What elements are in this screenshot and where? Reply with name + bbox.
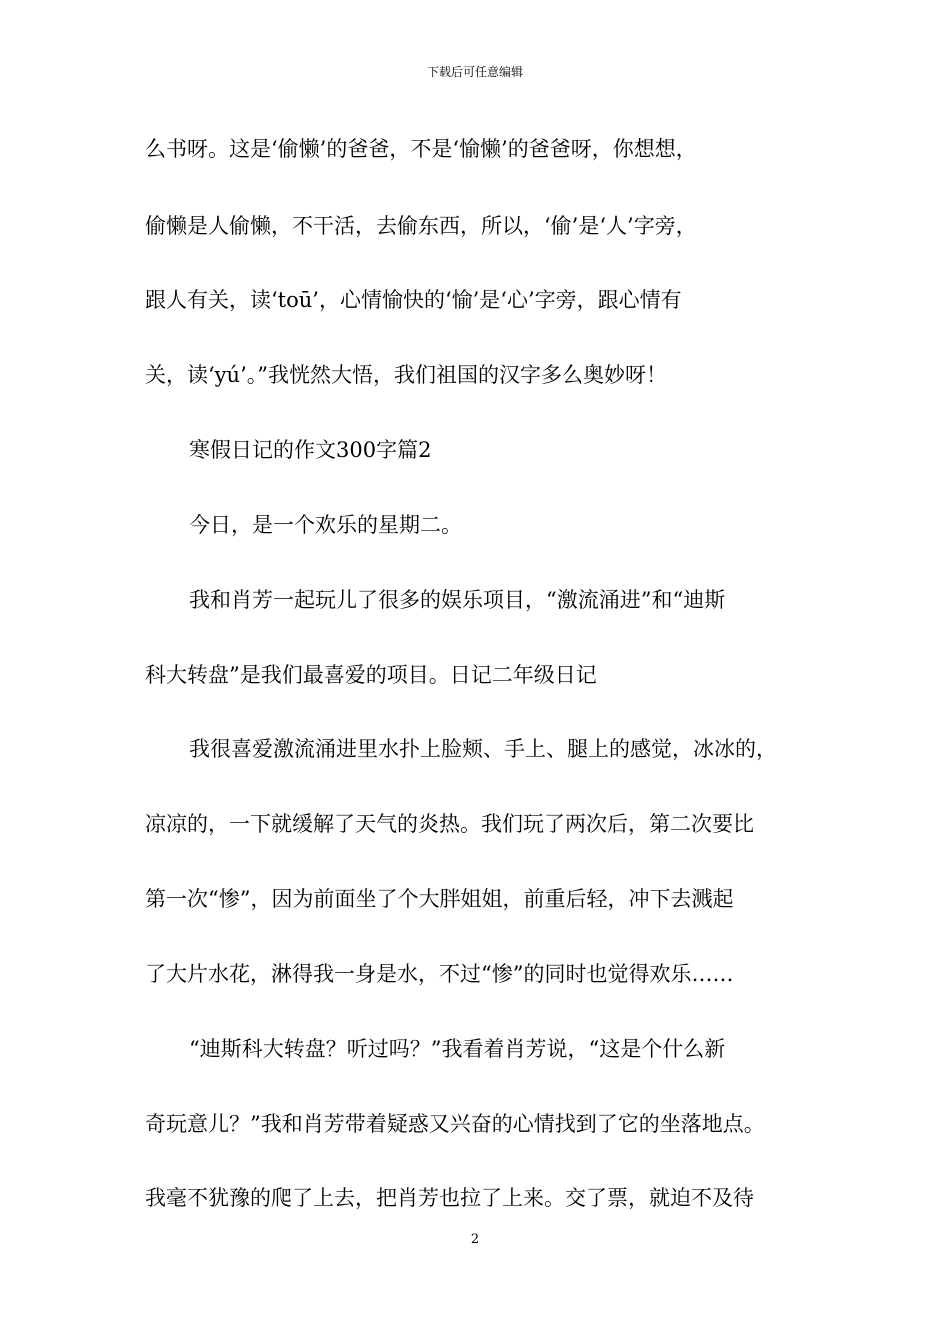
body-line: 了大片水花，淋得我一身是水，不过“惨”的同时也觉得欢乐……	[145, 962, 734, 986]
page-header: 下载后可任意编辑	[426, 65, 523, 79]
body-line: “迪斯科大转盘？听过吗？”我看着肖芳说，“这是个什么新	[189, 1037, 726, 1061]
body-line: 偷懒是人偷懒，不干活，去偷东西，所以，‘偷’是‘人’字旁，	[145, 214, 697, 238]
section-heading: 寒假日记的作文300字篇2	[189, 438, 432, 462]
body-line: 关，读‘yú’。”我恍然大悟，我们祖国的汉字多么奥妙呀！	[145, 363, 667, 387]
body-line: 今日，是一个欢乐的星期二。	[189, 513, 462, 537]
body-line: 凉凉的，一下就缓解了天气的炎热。我们玩了两次后，第二次要比	[145, 812, 754, 836]
page-number: 2	[470, 1232, 480, 1247]
body-line: 我毫不犹豫的爬了上去，把肖芳也拉了上来。交了票，就迫不及待	[145, 1186, 754, 1210]
body-line: 我很喜爱激流涌进里水扑上脸颊、手上、腿上的感觉，冰冰的，	[189, 737, 777, 761]
body-line: 科大转盘”是我们最喜爱的项目。日记二年级日记	[145, 663, 597, 687]
body-line: 奇玩意儿？”我和肖芳带着疑惑又兴奋的心情找到了它的坐落地点。	[145, 1112, 765, 1136]
body-line: 跟人有关，读‘toū’，心情愉快的‘愉’是‘心’字旁，跟心情有	[145, 288, 682, 312]
body-line: 第一次“惨”，因为前面坐了个大胖姐姐，前重后轻，冲下去溅起	[145, 887, 734, 911]
body-line: 么书呀。这是‘偷懒’的爸爸，不是‘愉懒’的爸爸呀，你想想，	[145, 137, 697, 161]
body-line: 我和肖芳一起玩儿了很多的娱乐项目，“激流涌进”和“迪斯	[189, 588, 726, 612]
